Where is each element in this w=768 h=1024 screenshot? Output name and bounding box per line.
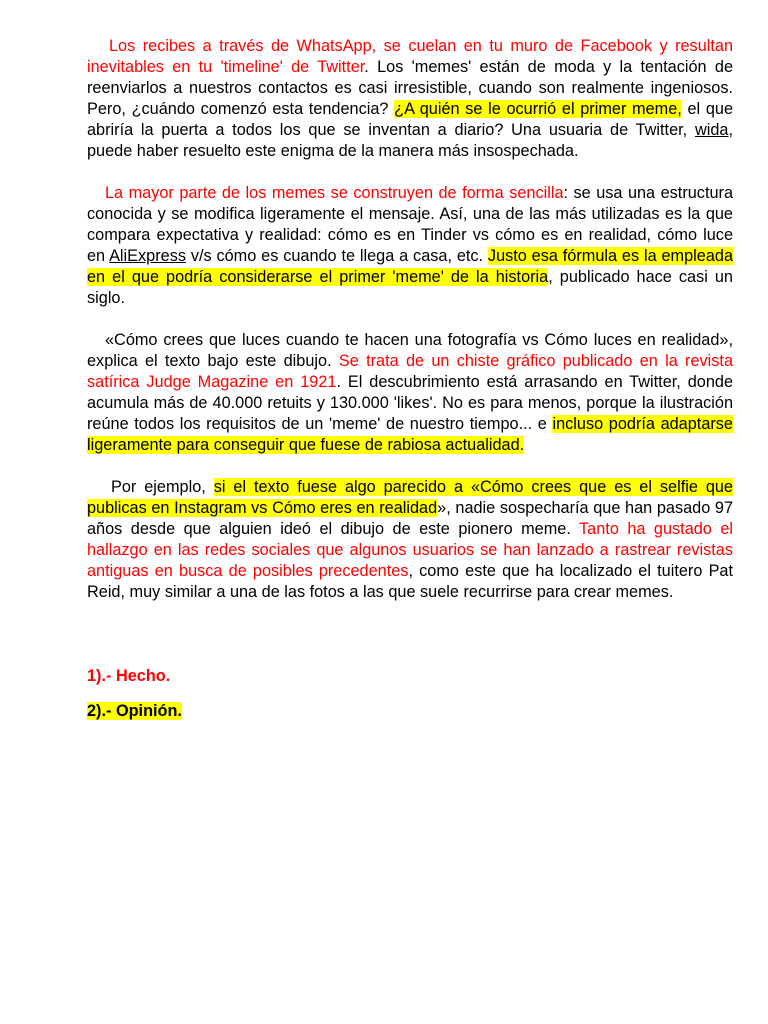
red-text: Se trata de un chiste gráfico publicado en la revista satírica Judge Magazine en 1921 bbox=[87, 352, 733, 391]
document-body bbox=[87, 36, 733, 736]
body-text: v/s cómo es cuando te llega a casa, etc. bbox=[185, 247, 488, 265]
body-text: «Cómo crees que luces cuando te hacen una fotografía vs Cómo luces en realidad», explica el texto bajo este dibujo. bbox=[87, 331, 733, 370]
answer-label-hecho: 1).- Hecho. bbox=[87, 667, 171, 685]
red-text: Tanto ha gustado el hallazgo en las redes sociales que algunos usuarios se han lanzado a rastrear revistas antiguas en busca de posibles precedentes bbox=[87, 520, 733, 580]
highlighted-text: ¿A quién se le ocurrió el primer meme, bbox=[394, 100, 682, 118]
highlighted-text: Justo esa fórmula es la empleada en el que podría considerarse el primer 'meme' de la historia bbox=[87, 247, 734, 286]
answer-item-1 bbox=[87, 666, 733, 687]
body-text: : se usa una estructura conocida y se modifica ligeramente el mensaje. Así, una de las más utilizadas es la que compara expectativa y realidad: cómo es en Tinder vs cómo es en realidad, cómo luce en bbox=[87, 184, 733, 265]
body-text: el que abriría la puerta a todos los que se inventan a diario? Una usuaria de Twitter, bbox=[87, 100, 733, 139]
answer-label-opinion: 2).- Opinión. bbox=[87, 702, 182, 720]
body-text: , puede haber resuelto este enigma de la manera más insospechada. bbox=[87, 121, 733, 160]
red-text: Los recibes a través de WhatsApp, se cuelan en tu muro de Facebook y resultan inevitables en tu 'timeline' de Twitter bbox=[87, 37, 733, 76]
paragraph-1 bbox=[87, 36, 733, 162]
answer-item-2 bbox=[87, 701, 733, 722]
body-text: , como este que ha localizado el tuitero Pat Reid, muy similar a una de las fotos a las que suele recurrirse para crear memes. bbox=[87, 562, 734, 601]
red-text: La mayor parte de los memes se construyen de forma sencilla bbox=[105, 184, 564, 202]
highlighted-text: si el texto fuese algo parecido a «Cómo crees que es el selfie que publicas en Instagram vs Cómo eres en realidad bbox=[87, 478, 733, 517]
body-text: », nadie sospecharía que han pasado 97 años desde que alguien ideó el dibujo de este pionero meme. bbox=[87, 499, 733, 538]
body-text: Por ejemplo, bbox=[111, 478, 214, 496]
body-text: , publicado hace casi un siglo. bbox=[87, 268, 733, 307]
link-wida[interactable]: wida bbox=[694, 121, 729, 139]
highlighted-text: incluso podría adaptarse ligeramente para conseguir que fuese de rabiosa actualidad. bbox=[87, 415, 733, 454]
paragraph-3 bbox=[87, 330, 733, 456]
paragraph-4 bbox=[87, 477, 733, 603]
paragraph-2 bbox=[87, 183, 733, 309]
link-aliexpress[interactable]: AliExpress bbox=[109, 247, 186, 265]
spacer bbox=[87, 624, 733, 666]
body-text: . Los 'memes' están de moda y la tentación de reenviarlos a nuestros contactos es casi irresistible, cuando son realmente ingeniosos. Pero, ¿cuándo comenzó esta tendencia? bbox=[87, 58, 734, 118]
body-text: . El descubrimiento está arrasando en Twitter, donde acumula más de 40.000 retuits y 130.000 'likes'. No es para menos, porque la ilustración reúne todos los requisitos de un 'meme' de nuestro tiempo... e bbox=[87, 373, 733, 433]
